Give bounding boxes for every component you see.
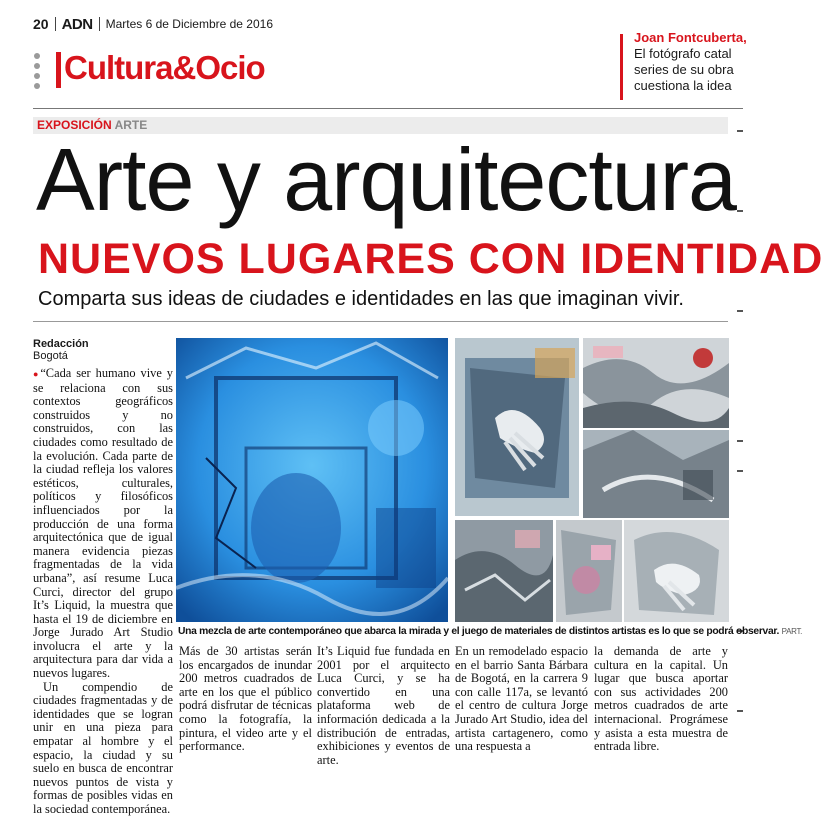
header-divider: [99, 17, 100, 31]
article-rule: [33, 321, 728, 322]
paragraph: ●“Cada ser humano vive y se relaciona con sus contextos geográficos construidos y no construidos, con las ciudades como resultado de la evolución. Cada parte de la ciudad refleja los valores estéticos, culturales, políticos y filosóficos influenciados por la producción de una forma arquitectónica que de igual manera evidencia piezas fragmentadas de la vida urbana”, así resume Luca Curci, director del grupo It’s Liquid, la muestra que hasta el 19 de diciembre en Jorge Jurado Art Studio involucra el arte y la arquitectura para dar vida a nuevos lugares.: [33, 366, 174, 681]
photo-hands-artwork: [624, 520, 729, 622]
header-rule: [33, 108, 743, 109]
teaser-marker: [620, 34, 623, 100]
photo-stone-artwork: [455, 520, 553, 622]
photo-pink-artwork: [556, 520, 622, 622]
adjacent-page-edge: [737, 110, 743, 750]
caption-text: Una mezcla de arte contemporáneo que abarca la mirada y el juego de materiales de distintos artistas es lo que se podrá observar.: [178, 626, 780, 637]
subheadline: NUEVOS LUGARES CON IDENTIDAD: [38, 235, 823, 283]
header-divider: [55, 17, 56, 31]
article-column-4: En un remodelado espacio en el barrio Santa Bárbara de Bogotá, en la carrera 9 con calle 117a, se levantó el centro de cultura Jorge Jurado Art Studio, idea del artista cartagenero, como una respuesta a: [455, 644, 588, 754]
kicker-label: EXPOSICIÓN: [37, 118, 112, 132]
section-dots-icon: [34, 53, 40, 89]
teaser-box[interactable]: [634, 30, 747, 94]
photo-hand-artwork: [455, 338, 579, 516]
paragraph: Un compendio de ciudades fragmentadas y de identidades que se logran unir en una pieza para empatar al hombre y el espacio, la ciudad y su suelo en busca de encontrar nuevos puntos de vista y formas de posibles vidas en la sociedad contemporánea.: [33, 679, 173, 816]
photo-texture-artwork: [583, 430, 729, 518]
teaser-line: cuestiona la idea: [634, 78, 732, 93]
bullet-icon: ●: [33, 369, 41, 379]
kicker-tag: ARTE: [114, 118, 148, 132]
photo-blue-artwork: [176, 338, 448, 622]
teaser-line: El fotógrafo catal: [634, 46, 732, 61]
byline-place: Bogotá: [33, 350, 68, 362]
page-header: [33, 14, 613, 34]
caption-credit: PART.: [781, 627, 803, 636]
photo-wave-artwork: [583, 338, 729, 428]
article-column-1: [33, 367, 173, 817]
issue-date: Martes 6 de Diciembre de 2016: [105, 17, 273, 31]
headline: Arte y arquitectura: [36, 130, 736, 229]
photo-caption: [178, 626, 803, 637]
section-title: Cultura&Ocio: [64, 49, 265, 86]
teaser-name: Joan Fontcuberta,: [634, 30, 747, 45]
article-column-3: It’s Liquid fue fundada en 2001 por el arquitecto Luca Curci, y se ha convertido en una plataforma web de información dedicada a la distribución de entradas, exhibiciones y eventos de arte.: [317, 644, 450, 767]
byline: [33, 338, 173, 362]
article-column-2: Más de 30 artistas serán los encargados de inundar 200 metros cuadrados de arte en los que el público podrá disfrutar de técnicas como la fotografía, la pintura, el video arte y el performance.: [179, 644, 312, 754]
standfirst: Comparta sus ideas de ciudades e identidades en las que imaginan vivir.: [38, 288, 684, 310]
article-column-5: la demanda de arte y cultura en la capital. Un lugar que busca aportar con sus actividades 200 metros cuadrados de arte internacional. Prográmese y asista a esta muestra de entrada libre.: [594, 644, 728, 754]
newspaper-logo: ADN: [61, 15, 93, 33]
section-marker: [56, 52, 61, 88]
page-number: 20: [33, 16, 49, 32]
teaser-line: series de su obra: [634, 62, 734, 77]
byline-author: Redacción: [33, 338, 89, 350]
